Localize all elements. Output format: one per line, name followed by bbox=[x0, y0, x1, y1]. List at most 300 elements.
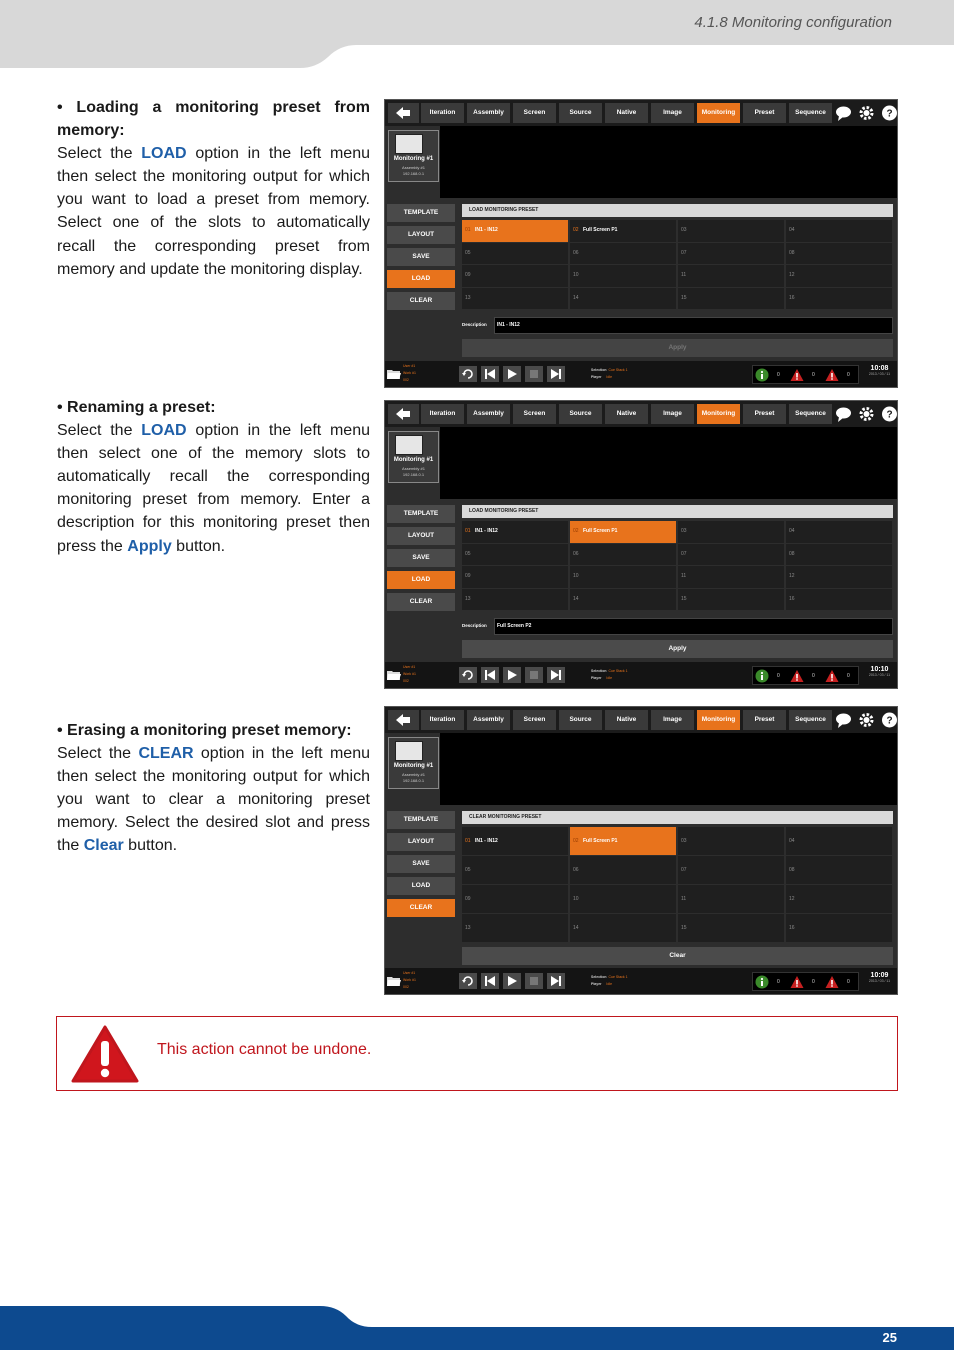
preset-slot[interactable] bbox=[570, 914, 676, 942]
menu-template[interactable]: TEMPLATE bbox=[387, 811, 455, 829]
folder-icon[interactable] bbox=[387, 975, 401, 987]
preset-slot[interactable] bbox=[462, 827, 568, 855]
skip-back-icon bbox=[484, 975, 496, 987]
slot-number: 07 bbox=[681, 866, 687, 873]
preset-slot[interactable] bbox=[786, 827, 892, 855]
preset-slot[interactable] bbox=[786, 544, 892, 566]
menu-load[interactable]: LOAD bbox=[387, 270, 455, 288]
stop-icon bbox=[528, 975, 540, 987]
warning-icon bbox=[790, 975, 804, 989]
slot-number: 03 bbox=[681, 528, 687, 535]
menu-load[interactable]: LOAD bbox=[387, 877, 455, 895]
description-input[interactable]: Full Screen P2 bbox=[494, 618, 893, 635]
slot-name: IN1 - IN12 bbox=[475, 528, 498, 535]
selection-value: Cue Stack 1 bbox=[608, 669, 628, 673]
monitor-thumbnail bbox=[395, 435, 423, 455]
selection-value: Cue Stack 1 bbox=[608, 975, 628, 979]
body-text: Select the bbox=[57, 745, 139, 763]
slot-number: 06 bbox=[573, 249, 579, 256]
clock-date: 2013 / 03 / 11 bbox=[868, 979, 891, 983]
menu-save[interactable]: SAVE bbox=[387, 549, 455, 567]
monitor-name: Monitoring #1 bbox=[393, 457, 434, 463]
body-text: option in the left menu then select the monitoring output for which you want to clear a monitoring preset memory. Select the desired slot and press the bbox=[57, 745, 370, 855]
tab-assembly[interactable]: Assembly bbox=[467, 103, 510, 123]
tab-native[interactable]: Native bbox=[605, 103, 648, 123]
monitor-preview-area bbox=[440, 126, 897, 198]
skip-back-icon bbox=[484, 368, 496, 380]
gear-icon[interactable] bbox=[858, 104, 875, 122]
user-info-line: Work #1 bbox=[403, 371, 416, 375]
user-info-line: 002 bbox=[403, 378, 409, 382]
chat-icon[interactable] bbox=[835, 104, 852, 122]
clock bbox=[862, 666, 897, 677]
loop-button[interactable] bbox=[459, 366, 477, 382]
slot-number: 04 bbox=[789, 227, 795, 234]
skip-forward-button[interactable] bbox=[547, 366, 565, 382]
page-number: 25 bbox=[882, 1330, 897, 1345]
preset-slot[interactable] bbox=[678, 885, 784, 913]
tab-screen[interactable]: Screen bbox=[513, 710, 556, 730]
slot-number: 13 bbox=[465, 595, 471, 602]
preset-slot[interactable] bbox=[786, 914, 892, 942]
monitor-address: 192.168.0.1 bbox=[402, 171, 425, 176]
loop-icon bbox=[462, 368, 474, 380]
user-info-line: Work #1 bbox=[403, 978, 416, 982]
preset-slot[interactable] bbox=[678, 288, 784, 310]
preset-slot[interactable] bbox=[570, 544, 676, 566]
slot-number: 08 bbox=[789, 866, 795, 873]
tab-sequence[interactable]: Sequence bbox=[789, 103, 832, 123]
tab-image[interactable]: Image bbox=[651, 103, 694, 123]
selection-row bbox=[591, 367, 628, 374]
tab-image[interactable]: Image bbox=[651, 710, 694, 730]
loop-button[interactable] bbox=[459, 973, 477, 989]
slot-number: 07 bbox=[681, 550, 687, 557]
preset-slot[interactable] bbox=[678, 544, 784, 566]
gear-icon[interactable] bbox=[858, 711, 875, 729]
slot-number: 02 bbox=[573, 528, 579, 535]
preset-slot[interactable] bbox=[570, 827, 676, 855]
slot-number: 10 bbox=[573, 895, 579, 902]
slot-number: 08 bbox=[789, 550, 795, 557]
warning-text: This action cannot be undone. bbox=[157, 1041, 372, 1058]
stop-icon bbox=[528, 669, 540, 681]
tab-source[interactable]: Source bbox=[559, 710, 602, 730]
selection-info bbox=[591, 668, 628, 682]
slot-number: 10 bbox=[573, 272, 579, 279]
preset-slot[interactable] bbox=[678, 914, 784, 942]
body-text: option in the left menu then select one of the memory slots to automatically recall the corresponding monitoring preset from memory. Enter a description for this monitoring preset then press the bbox=[57, 422, 370, 555]
monitor-name: Monitoring #1 bbox=[393, 156, 434, 162]
menu-layout[interactable]: LAYOUT bbox=[387, 527, 455, 545]
preset-slot[interactable] bbox=[462, 243, 568, 265]
player-row bbox=[591, 374, 628, 381]
menu-save[interactable]: SAVE bbox=[387, 855, 455, 873]
user-info-line: 002 bbox=[403, 985, 409, 989]
stop-button[interactable] bbox=[525, 973, 543, 989]
info-icon bbox=[755, 669, 769, 683]
menu-clear[interactable]: CLEAR bbox=[387, 593, 455, 611]
alert-count: 0 bbox=[777, 372, 780, 378]
play-icon bbox=[506, 368, 518, 380]
apply-button[interactable]: Apply bbox=[462, 640, 893, 658]
tab-preset[interactable]: Preset bbox=[743, 404, 786, 424]
svg-text:?: ? bbox=[886, 715, 893, 727]
slot-name: Full Screen P1 bbox=[583, 227, 618, 234]
stop-button[interactable] bbox=[525, 667, 543, 683]
preset-slot[interactable] bbox=[570, 521, 676, 543]
alert-count: 0 bbox=[812, 372, 815, 378]
monitor-assembly: Assembly #1 bbox=[402, 772, 425, 777]
loop-icon bbox=[462, 975, 474, 987]
slot-name: Full Screen P1 bbox=[583, 837, 618, 844]
slot-number: 10 bbox=[573, 573, 579, 580]
clock-time: 10:10 bbox=[870, 666, 889, 673]
skip-back-button[interactable] bbox=[481, 667, 499, 683]
preset-slot[interactable] bbox=[786, 856, 892, 884]
slot-number: 04 bbox=[789, 837, 795, 844]
alert-counters bbox=[752, 972, 859, 991]
play-button[interactable] bbox=[503, 973, 521, 989]
tab-image[interactable]: Image bbox=[651, 404, 694, 424]
clock-date: 2013 / 03 / 11 bbox=[868, 372, 891, 376]
body-text: option in the left menu then select the monitoring output for which you want to load a preset from memory. Select one of the slots to automatically recall the corresponding preset from memory and update the monitoring display. bbox=[57, 145, 370, 278]
tab-assembly[interactable]: Assembly bbox=[467, 404, 510, 424]
preset-slot[interactable] bbox=[786, 243, 892, 265]
description-row bbox=[462, 618, 893, 635]
section-body bbox=[57, 142, 370, 281]
apply-button[interactable]: Apply bbox=[462, 339, 893, 357]
description-label: Description bbox=[462, 623, 487, 628]
monitor-card[interactable] bbox=[388, 737, 439, 789]
skip-forward-icon bbox=[550, 669, 562, 681]
back-arrow-icon bbox=[395, 713, 411, 727]
selection-info bbox=[591, 367, 628, 381]
preset-slot[interactable] bbox=[786, 265, 892, 287]
tab-source[interactable]: Source bbox=[559, 103, 602, 123]
user-info-line: User #1 bbox=[403, 971, 416, 975]
section-erase bbox=[57, 719, 370, 858]
preset-slot[interactable] bbox=[678, 827, 784, 855]
slot-number: 06 bbox=[573, 550, 579, 557]
slot-number: 05 bbox=[465, 249, 471, 256]
menu-clear[interactable]: CLEAR bbox=[387, 899, 455, 917]
play-icon bbox=[506, 669, 518, 681]
preset-slot[interactable] bbox=[678, 521, 784, 543]
slot-number: 15 bbox=[681, 294, 687, 301]
keyword-load: LOAD bbox=[141, 422, 187, 440]
screenshot-rename bbox=[384, 400, 898, 689]
slot-number: 11 bbox=[681, 573, 687, 580]
slot-number: 12 bbox=[789, 272, 795, 279]
slot-number: 02 bbox=[573, 837, 579, 844]
preset-slot[interactable] bbox=[462, 589, 568, 611]
slot-number: 12 bbox=[789, 895, 795, 902]
tab-monitoring[interactable]: Monitoring bbox=[697, 103, 740, 123]
slot-number: 16 bbox=[789, 294, 795, 301]
alert-count: 0 bbox=[847, 673, 850, 679]
slot-number: 13 bbox=[465, 294, 471, 301]
section-title: 4.1.8 Monitoring configuration bbox=[694, 14, 892, 31]
keyword-apply: Apply bbox=[127, 537, 172, 555]
alert-count: 0 bbox=[777, 673, 780, 679]
menu-layout[interactable]: LAYOUT bbox=[387, 833, 455, 851]
alert-count: 0 bbox=[777, 979, 780, 985]
clock-date: 2013 / 03 / 11 bbox=[868, 673, 891, 677]
user-info-line: User #1 bbox=[403, 665, 416, 669]
section-body bbox=[57, 419, 370, 558]
slot-number: 02 bbox=[573, 227, 579, 234]
alert-count: 0 bbox=[812, 979, 815, 985]
preset-slot[interactable] bbox=[678, 566, 784, 588]
clock bbox=[862, 365, 897, 376]
info-icon bbox=[755, 368, 769, 382]
warning-icon bbox=[790, 368, 804, 382]
tab-sequence[interactable]: Sequence bbox=[789, 710, 832, 730]
tab-native[interactable]: Native bbox=[605, 404, 648, 424]
warning-icon bbox=[790, 669, 804, 683]
slot-number: 09 bbox=[465, 895, 471, 902]
menu-save[interactable]: SAVE bbox=[387, 248, 455, 266]
section-rename bbox=[57, 396, 370, 558]
slot-number: 15 bbox=[681, 595, 687, 602]
tab-screen[interactable]: Screen bbox=[513, 103, 556, 123]
player-value: Idle bbox=[606, 982, 613, 986]
preset-slot[interactable] bbox=[570, 566, 676, 588]
keyword-clear: Clear bbox=[83, 837, 124, 855]
stop-icon bbox=[528, 368, 540, 380]
slot-name: Full Screen P1 bbox=[583, 528, 618, 535]
preset-slot[interactable] bbox=[570, 856, 676, 884]
skip-forward-icon bbox=[550, 368, 562, 380]
tab-native[interactable]: Native bbox=[605, 710, 648, 730]
preset-slot[interactable] bbox=[570, 220, 676, 242]
player-label: Player bbox=[591, 676, 602, 680]
page-footer bbox=[0, 1304, 954, 1350]
preset-slot[interactable] bbox=[462, 220, 568, 242]
monitor-address: 192.168.0.1 bbox=[402, 472, 425, 477]
selection-label: Selection bbox=[591, 368, 607, 372]
status-bar bbox=[385, 968, 897, 994]
description-input[interactable]: IN1 - IN12 bbox=[494, 317, 893, 334]
selection-info bbox=[591, 974, 628, 988]
preset-slot[interactable] bbox=[462, 288, 568, 310]
tab-assembly[interactable]: Assembly bbox=[467, 710, 510, 730]
player-value: Idle bbox=[606, 375, 613, 379]
header-band bbox=[0, 0, 954, 70]
gear-icon[interactable] bbox=[858, 405, 875, 423]
tab-preset[interactable]: Preset bbox=[743, 103, 786, 123]
preset-slot[interactable] bbox=[678, 589, 784, 611]
back-arrow-icon bbox=[395, 106, 411, 120]
slot-number: 16 bbox=[789, 595, 795, 602]
monitor-thumbnail bbox=[395, 134, 423, 154]
preset-slot[interactable] bbox=[462, 566, 568, 588]
top-toolbar bbox=[385, 100, 897, 126]
user-info bbox=[403, 664, 416, 685]
preset-slot[interactable] bbox=[462, 914, 568, 942]
tab-sequence[interactable]: Sequence bbox=[789, 404, 832, 424]
error-icon bbox=[825, 669, 839, 683]
slot-number: 11 bbox=[681, 895, 687, 902]
loop-button[interactable] bbox=[459, 667, 477, 683]
preset-slot[interactable] bbox=[786, 521, 892, 543]
body-text: Select the bbox=[57, 422, 142, 440]
skip-forward-button[interactable] bbox=[547, 973, 565, 989]
clock-time: 10:08 bbox=[870, 365, 889, 372]
back-button[interactable] bbox=[388, 404, 419, 424]
page-header bbox=[0, 0, 954, 70]
clear-button[interactable]: Clear bbox=[462, 947, 893, 965]
tab-iteration[interactable]: Iteration bbox=[421, 103, 464, 123]
player-value: Idle bbox=[606, 676, 613, 680]
slot-number: 03 bbox=[681, 837, 687, 844]
menu-template[interactable]: TEMPLATE bbox=[387, 505, 455, 523]
tab-iteration[interactable]: Iteration bbox=[421, 404, 464, 424]
menu-template[interactable]: TEMPLATE bbox=[387, 204, 455, 222]
selection-label: Selection bbox=[591, 975, 607, 979]
slot-number: 01 bbox=[465, 837, 471, 844]
slot-name: IN1 - IN12 bbox=[475, 227, 498, 234]
tab-preset[interactable]: Preset bbox=[743, 710, 786, 730]
slot-number: 15 bbox=[681, 924, 687, 931]
chat-icon[interactable] bbox=[835, 405, 852, 423]
preset-slot[interactable] bbox=[462, 856, 568, 884]
menu-layout[interactable]: LAYOUT bbox=[387, 226, 455, 244]
status-bar bbox=[385, 662, 897, 688]
chat-icon[interactable] bbox=[835, 711, 852, 729]
skip-forward-button[interactable] bbox=[547, 667, 565, 683]
slot-number: 13 bbox=[465, 924, 471, 931]
selection-row bbox=[591, 974, 628, 981]
top-toolbar bbox=[385, 707, 897, 733]
monitor-address: 192.168.0.1 bbox=[402, 778, 425, 783]
back-button[interactable] bbox=[388, 710, 419, 730]
monitor-thumbnail bbox=[395, 741, 423, 761]
preset-slot[interactable] bbox=[462, 265, 568, 287]
preset-slot[interactable] bbox=[678, 856, 784, 884]
back-button[interactable] bbox=[388, 103, 419, 123]
error-icon bbox=[825, 975, 839, 989]
tab-source[interactable]: Source bbox=[559, 404, 602, 424]
slot-number: 14 bbox=[573, 924, 579, 931]
description-row bbox=[462, 317, 893, 334]
alert-count: 0 bbox=[812, 673, 815, 679]
tab-iteration[interactable]: Iteration bbox=[421, 710, 464, 730]
clock-time: 10:09 bbox=[870, 972, 889, 979]
preset-slot[interactable] bbox=[678, 220, 784, 242]
preset-slot[interactable] bbox=[570, 589, 676, 611]
preset-slot[interactable] bbox=[570, 265, 676, 287]
player-row bbox=[591, 981, 628, 988]
warning-triangle-icon bbox=[71, 1025, 139, 1083]
slot-number: 14 bbox=[573, 595, 579, 602]
preset-slot[interactable] bbox=[570, 243, 676, 265]
status-bar bbox=[385, 361, 897, 387]
slot-number: 03 bbox=[681, 227, 687, 234]
play-button[interactable] bbox=[503, 667, 521, 683]
stop-button[interactable] bbox=[525, 366, 543, 382]
skip-forward-icon bbox=[550, 975, 562, 987]
user-info-line: Work #1 bbox=[403, 672, 416, 676]
body-text: button. bbox=[123, 837, 178, 855]
folder-icon[interactable] bbox=[387, 368, 401, 380]
play-button[interactable] bbox=[503, 366, 521, 382]
slot-number: 07 bbox=[681, 249, 687, 256]
preset-slot[interactable] bbox=[462, 885, 568, 913]
selection-label: Selection bbox=[591, 669, 607, 673]
description-label: Description bbox=[462, 322, 487, 327]
player-label: Player bbox=[591, 375, 602, 379]
section-load bbox=[57, 96, 370, 281]
skip-back-button[interactable] bbox=[481, 366, 499, 382]
user-info-line: 002 bbox=[403, 679, 409, 683]
skip-back-button[interactable] bbox=[481, 973, 499, 989]
preset-slot[interactable] bbox=[786, 566, 892, 588]
alert-counters bbox=[752, 365, 859, 384]
skip-back-icon bbox=[484, 669, 496, 681]
help-icon[interactable] bbox=[881, 104, 898, 122]
tab-monitoring[interactable]: Monitoring bbox=[697, 710, 740, 730]
body-text: button. bbox=[171, 537, 226, 555]
panel-title: LOAD MONITORING PRESET bbox=[462, 505, 893, 518]
slot-number: 01 bbox=[465, 528, 471, 535]
svg-text:?: ? bbox=[886, 108, 893, 120]
alert-count: 0 bbox=[847, 979, 850, 985]
alert-counters bbox=[752, 666, 859, 685]
section-heading: • Erasing a monitoring preset memory: bbox=[57, 722, 352, 739]
preset-slot[interactable] bbox=[678, 243, 784, 265]
user-info-line: User #1 bbox=[403, 364, 416, 368]
tab-screen[interactable]: Screen bbox=[513, 404, 556, 424]
selection-row bbox=[591, 668, 628, 675]
player-row bbox=[591, 675, 628, 682]
keyword-clear: CLEAR bbox=[138, 745, 194, 763]
help-icon[interactable] bbox=[881, 405, 898, 423]
tab-monitoring[interactable]: Monitoring bbox=[697, 404, 740, 424]
error-icon bbox=[825, 368, 839, 382]
preset-slot[interactable] bbox=[570, 288, 676, 310]
monitor-card[interactable] bbox=[388, 130, 439, 182]
preset-slot[interactable] bbox=[786, 589, 892, 611]
preset-slot[interactable] bbox=[786, 220, 892, 242]
preset-slot[interactable] bbox=[678, 265, 784, 287]
preset-slot[interactable] bbox=[462, 521, 568, 543]
player-label: Player bbox=[591, 982, 602, 986]
menu-load[interactable]: LOAD bbox=[387, 571, 455, 589]
footer-band bbox=[0, 1304, 954, 1350]
menu-clear[interactable]: CLEAR bbox=[387, 292, 455, 310]
slot-number: 05 bbox=[465, 550, 471, 557]
user-info bbox=[403, 970, 416, 991]
monitor-name: Monitoring #1 bbox=[393, 763, 434, 769]
monitor-preview-area bbox=[440, 427, 897, 499]
monitor-preview-area bbox=[440, 733, 897, 805]
keyword-load: LOAD bbox=[141, 145, 187, 163]
slot-name: IN1 - IN12 bbox=[475, 837, 498, 844]
preset-slot[interactable] bbox=[570, 885, 676, 913]
slot-number: 05 bbox=[465, 866, 471, 873]
loop-icon bbox=[462, 669, 474, 681]
monitor-card[interactable] bbox=[388, 431, 439, 483]
help-icon[interactable] bbox=[881, 711, 898, 729]
clock bbox=[862, 972, 897, 983]
preset-slot[interactable] bbox=[786, 885, 892, 913]
preset-slot[interactable] bbox=[462, 544, 568, 566]
svg-text:?: ? bbox=[886, 409, 893, 421]
folder-icon[interactable] bbox=[387, 669, 401, 681]
preset-slot[interactable] bbox=[786, 288, 892, 310]
